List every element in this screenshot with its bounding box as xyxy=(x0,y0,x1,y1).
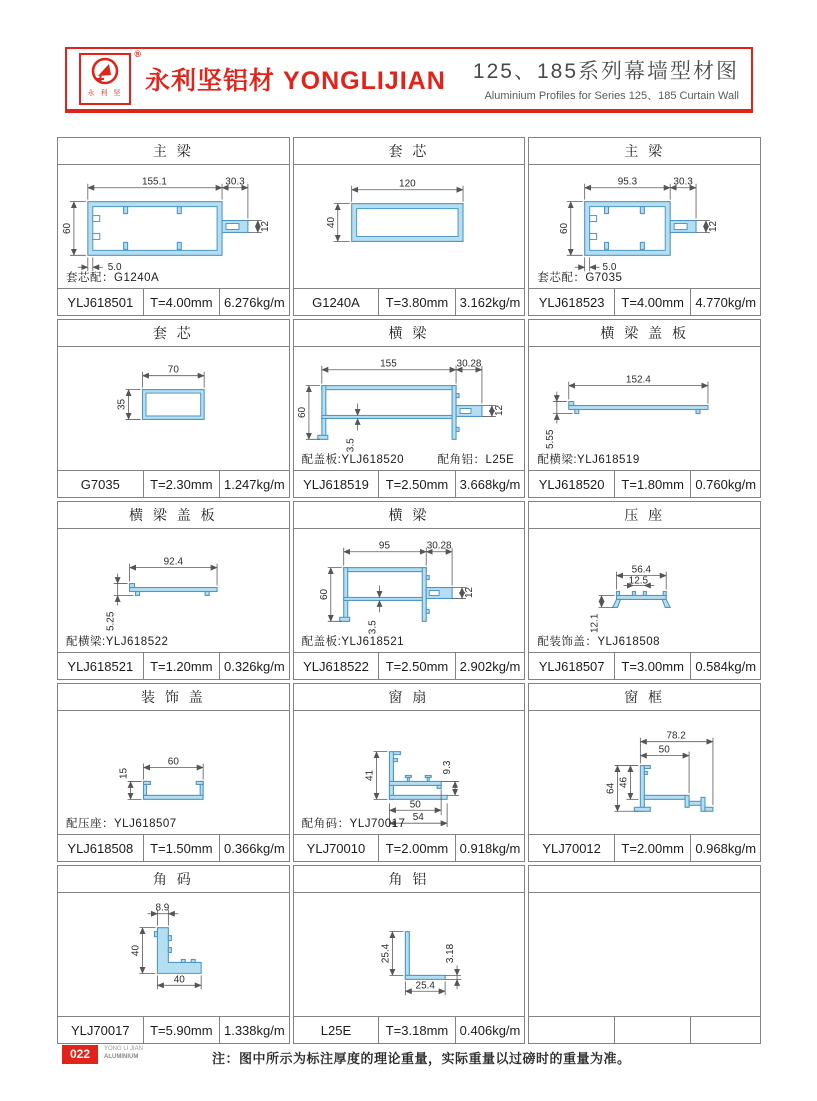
profile-cell xyxy=(293,865,526,1044)
profile-drawing-area xyxy=(58,347,289,470)
profile-cell xyxy=(57,865,290,1044)
dim-label: 30.28 xyxy=(426,540,452,552)
dim-label: 40 xyxy=(173,974,185,986)
profile-drawing-area xyxy=(58,893,289,1016)
profile-weight: 3.668kg/m xyxy=(455,471,525,497)
profile-cell-empty xyxy=(528,865,761,1044)
dim-label: 9.3 xyxy=(441,760,453,775)
profile-cell xyxy=(293,683,526,862)
header xyxy=(65,47,753,113)
profile-table xyxy=(57,137,761,1044)
dim-label: 12 xyxy=(463,586,475,599)
profile-drawing-area xyxy=(529,165,760,288)
profile-data-row xyxy=(294,652,525,679)
profile-cell xyxy=(293,137,526,316)
dim-label: 12.1 xyxy=(589,613,601,633)
profile-model: YLJ618507 xyxy=(538,658,605,674)
profile-data-row xyxy=(529,652,760,679)
dim-label: 30.3 xyxy=(225,176,245,188)
profile-thickness: T=2.50mm xyxy=(378,471,454,497)
brand-en: YONGLIJIAN xyxy=(282,67,446,95)
profile-drawing-area xyxy=(58,529,289,652)
dim-label: 12 xyxy=(259,220,271,233)
profile-note: 配盖板:YLJ618521 xyxy=(301,636,405,648)
dim-label: 95.3 xyxy=(618,176,638,188)
profile-weight: 0.918kg/m xyxy=(455,835,525,861)
profile-model xyxy=(529,1017,614,1043)
dim-label: 46 xyxy=(618,776,630,788)
profile-shape xyxy=(351,204,462,242)
dim-label: 155.1 xyxy=(142,176,167,188)
profile-shape xyxy=(613,591,671,607)
profile-title: 窗 框 xyxy=(529,684,760,711)
dim-label: 12 xyxy=(708,220,720,233)
profile-thickness: T=4.00mm xyxy=(614,289,690,315)
dim-label: 3.5 xyxy=(367,620,379,635)
profile-shape xyxy=(339,568,451,622)
profile-model: G1240A xyxy=(312,294,360,310)
profile-data-row xyxy=(529,834,760,861)
dim-label: 155 xyxy=(379,358,397,370)
profile-shape xyxy=(144,781,204,799)
profile-cell xyxy=(528,683,761,862)
profile-model: YLJ618508 xyxy=(67,840,134,856)
page-number-badge: 022 xyxy=(62,1045,98,1064)
profile-weight: 0.326kg/m xyxy=(219,653,289,679)
profile-shape xyxy=(389,752,447,800)
dim-label: 12 xyxy=(493,404,505,417)
profile-cell xyxy=(293,319,526,498)
profile-data-row xyxy=(529,470,760,497)
dim-label: 92.4 xyxy=(163,556,183,568)
profile-shape xyxy=(405,932,445,980)
profile-drawing-area xyxy=(294,529,525,652)
dim-label: 40 xyxy=(325,216,337,229)
profile-title: 横 梁 盖 板 xyxy=(58,502,289,529)
dim-label: 60 xyxy=(61,222,73,235)
profile-shape xyxy=(635,766,714,812)
profile-thickness: T=3.18mm xyxy=(378,1017,454,1043)
profile-thickness: T=3.00mm xyxy=(614,653,690,679)
profile-thickness: T=5.90mm xyxy=(143,1017,219,1043)
dim-label: 8.9 xyxy=(155,902,170,914)
dim-label: 95 xyxy=(378,540,390,552)
yonglijian-logo-icon xyxy=(83,55,127,89)
dimensions xyxy=(545,375,708,449)
profile-drawing xyxy=(58,347,289,470)
logo-characters: 永 利 坚 xyxy=(87,90,123,97)
profile-weight xyxy=(690,1017,760,1043)
profile-weight: 2.902kg/m xyxy=(455,653,525,679)
profile-data-row xyxy=(58,834,289,861)
profile-data-row xyxy=(529,288,760,315)
dim-label: 3.5 xyxy=(345,438,357,453)
dim-label: 30.3 xyxy=(673,176,694,188)
dim-label: 54 xyxy=(412,812,424,824)
dim-label: 5.0 xyxy=(107,262,122,274)
profile-note: 套芯配：G1240A xyxy=(66,272,160,284)
profile-weight: 0.968kg/m xyxy=(690,835,760,861)
profile-drawing xyxy=(529,711,760,834)
profile-weight: 0.760kg/m xyxy=(690,471,760,497)
profile-note: 配横梁:YLJ618522 xyxy=(66,636,169,648)
profile-shape xyxy=(569,402,708,414)
profile-data-row xyxy=(294,834,525,861)
dim-label: 60 xyxy=(167,756,179,768)
profile-weight: 0.584kg/m xyxy=(690,653,760,679)
profile-title: 横 梁 盖 板 xyxy=(529,320,760,347)
page-title-block xyxy=(473,55,751,103)
dim-label: 64 xyxy=(605,782,617,794)
profile-weight: 3.162kg/m xyxy=(455,289,525,315)
profile-shape xyxy=(143,390,205,420)
dim-label: 60 xyxy=(559,222,571,235)
dim-label: 5.25 xyxy=(105,611,117,631)
page-title: 125、185系列幕墙型材图 xyxy=(472,60,739,83)
profile-shape xyxy=(88,202,248,256)
profile-title: 套 芯 xyxy=(58,320,289,347)
profile-data-row xyxy=(58,1016,289,1043)
dim-label: 120 xyxy=(398,178,416,190)
page-subtitle: Aluminium Profiles for Series 125、185 Curtain Wall xyxy=(484,90,739,102)
profile-model: YLJ618501 xyxy=(67,294,134,310)
dim-label: 30.28 xyxy=(456,358,482,370)
profile-title: 窗 扇 xyxy=(294,684,525,711)
profile-thickness: T=2.50mm xyxy=(378,653,454,679)
dim-label: 3.18 xyxy=(444,943,456,964)
profile-model: YLJ618523 xyxy=(538,294,605,310)
profile-note: 套芯配：G7035 xyxy=(537,272,623,284)
profile-title: 主 梁 xyxy=(58,138,289,165)
profile-drawing-area xyxy=(294,711,525,834)
profile-title: 横 梁 xyxy=(294,502,525,529)
profile-data-row xyxy=(529,1016,760,1043)
profile-title: 横 梁 xyxy=(294,320,525,347)
profile-data-row xyxy=(58,470,289,497)
profile-thickness: T=1.50mm xyxy=(143,835,219,861)
profile-shape xyxy=(585,202,696,256)
profile-thickness: T=2.00mm xyxy=(614,835,690,861)
profile-data-row xyxy=(294,1016,525,1043)
profile-cell xyxy=(528,137,761,316)
profile-drawing-area xyxy=(58,711,289,834)
profile-model: YLJ618519 xyxy=(303,476,369,492)
profile-drawing xyxy=(294,165,525,288)
profile-drawing-area xyxy=(529,529,760,652)
profile-model: YLJ70017 xyxy=(71,1022,130,1038)
profile-weight: 1.338kg/m xyxy=(219,1017,289,1043)
dim-label: 50 xyxy=(409,799,421,811)
profile-model: YLJ618521 xyxy=(67,658,134,674)
footer-brand-line1: YONG LI JIAN xyxy=(104,1046,144,1052)
profile-cell xyxy=(528,319,761,498)
dim-label: 50 xyxy=(659,744,671,756)
profile-drawing-area xyxy=(58,165,289,288)
profile-drawing xyxy=(58,893,289,1016)
profile-thickness: T=2.00mm xyxy=(378,835,454,861)
footer-brand xyxy=(104,1046,143,1061)
yonglijian-logo xyxy=(79,49,141,105)
dim-label: 60 xyxy=(296,406,308,419)
dim-label: 15 xyxy=(118,767,130,780)
profile-drawing-area xyxy=(294,347,525,470)
profile-weight: 4.770kg/m xyxy=(690,289,760,315)
profile-thickness: T=3.80mm xyxy=(378,289,454,315)
dim-label: 12.5 xyxy=(629,575,649,587)
profile-note: 配角码：YLJ70017 xyxy=(301,818,406,830)
dim-label: 41 xyxy=(364,769,376,782)
profile-weight: 1.247kg/m xyxy=(219,471,289,497)
profile-drawing-area xyxy=(294,893,525,1016)
profile-model: YLJ70010 xyxy=(306,840,366,856)
profile-data-row xyxy=(294,470,525,497)
profile-note-right: 配角铝：L25E xyxy=(437,454,515,466)
dimensions xyxy=(119,757,204,800)
dimensions xyxy=(380,932,461,996)
profile-note: 配横梁:YLJ618519 xyxy=(537,454,640,466)
profile-model: YLJ70012 xyxy=(542,840,601,856)
profile-drawing-area xyxy=(294,165,525,288)
profile-weight: 0.366kg/m xyxy=(219,835,289,861)
profile-note: 配压座：YLJ618507 xyxy=(66,818,177,830)
dim-label: 5.55 xyxy=(545,429,557,449)
profile-data-row xyxy=(58,652,289,679)
profile-title: 主 梁 xyxy=(529,138,760,165)
profile-title: 套 芯 xyxy=(294,138,525,165)
profile-title xyxy=(529,866,760,893)
profile-cell xyxy=(57,319,290,498)
profile-weight: 0.406kg/m xyxy=(455,1017,525,1043)
profile-shape xyxy=(130,584,217,596)
profile-title: 角 码 xyxy=(58,866,289,893)
dim-label: 40 xyxy=(130,944,142,957)
profile-cell xyxy=(293,501,526,680)
profile-title: 角 铝 xyxy=(294,866,525,893)
dim-label: 5.0 xyxy=(602,262,617,274)
profile-shape xyxy=(318,386,482,440)
profile-thickness xyxy=(614,1017,690,1043)
profile-drawing-area xyxy=(529,711,760,834)
profile-drawing-area xyxy=(529,347,760,470)
dim-label: 25.4 xyxy=(415,980,435,992)
profile-thickness: T=1.20mm xyxy=(143,653,219,679)
footer-note: 注：图中所示为标注厚度的理论重量，实际重量以过磅时的重量为准。 xyxy=(212,1051,631,1066)
profile-cell xyxy=(57,683,290,862)
dim-label: 152.4 xyxy=(626,374,652,386)
brand-cn: 永利坚铝材 xyxy=(145,67,276,95)
brand-name xyxy=(145,61,446,97)
dim-label: 25.4 xyxy=(380,943,392,964)
profile-model: G7035 xyxy=(80,476,120,492)
profile-thickness: T=1.80mm xyxy=(614,471,690,497)
profile-model: YLJ618520 xyxy=(538,476,605,492)
profile-shape xyxy=(154,928,201,974)
dim-label: 56.4 xyxy=(632,564,652,576)
profile-cell xyxy=(57,137,290,316)
profile-thickness: T=2.30mm xyxy=(143,471,219,497)
profile-note: 配装饰盖：YLJ618508 xyxy=(537,636,661,648)
profile-title: 压 座 xyxy=(529,502,760,529)
profile-data-row xyxy=(58,288,289,315)
profile-cell xyxy=(57,501,290,680)
dim-label: 60 xyxy=(318,588,330,601)
dimensions xyxy=(106,557,217,631)
profile-thickness: T=4.00mm xyxy=(143,289,219,315)
profile-data-row xyxy=(294,288,525,315)
profile-weight: 6.276kg/m xyxy=(219,289,289,315)
dim-label: 35 xyxy=(116,398,128,411)
dim-label: 70 xyxy=(167,364,179,376)
profile-drawing-area xyxy=(529,893,760,1016)
dim-label: 78.2 xyxy=(666,730,687,742)
profile-title: 装 饰 盖 xyxy=(58,684,289,711)
profile-cell xyxy=(528,501,761,680)
registered-mark: ® xyxy=(134,49,141,59)
profile-note: 配盖板:YLJ618520 xyxy=(301,454,405,466)
footer-brand-line2: ALUMINIUM xyxy=(104,1053,139,1060)
profile-model: L25E xyxy=(320,1022,352,1038)
profile-model: YLJ618522 xyxy=(303,658,369,674)
profile-drawing xyxy=(294,893,525,1016)
